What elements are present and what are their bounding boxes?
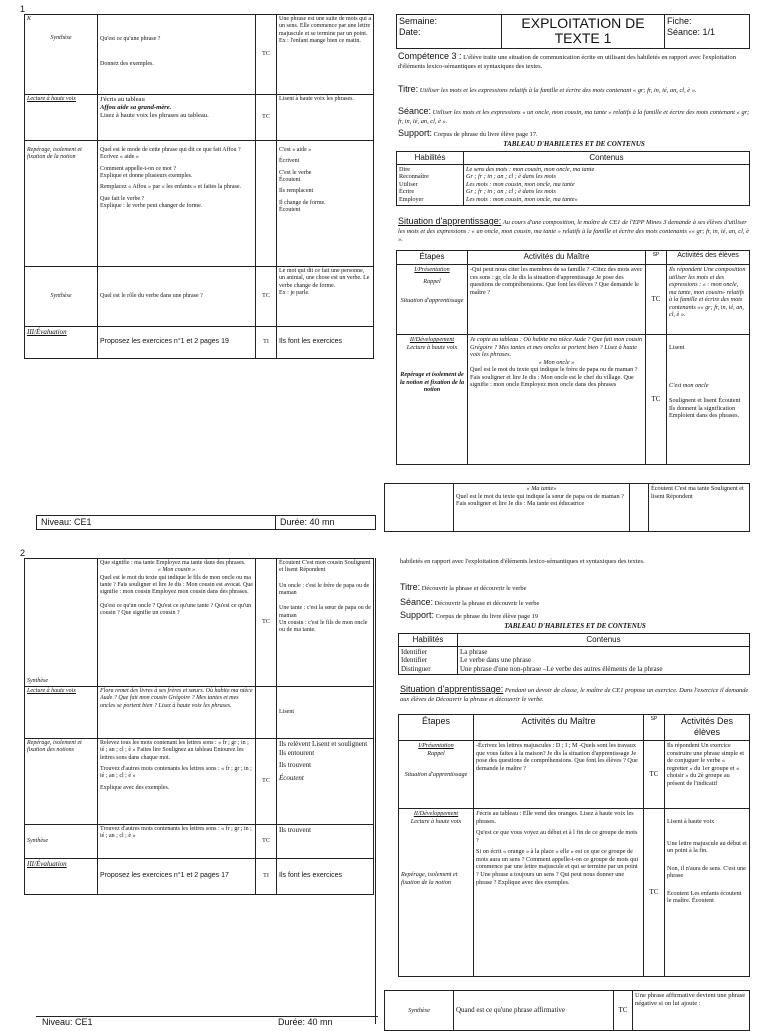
dev-a1: Lisent à haute voix bbox=[667, 818, 715, 825]
fiche-label: Fiche: bbox=[667, 16, 692, 26]
step-k: K bbox=[27, 16, 32, 22]
step-rappel: Rappel bbox=[423, 277, 441, 285]
pres-text: -Qui peut nous citer les membres de sa famille ? -Citez des mots avec ces sons : gr, cle Je dis la situation d'apprentissage Je pose des questions de compréhensions. Que font les élèves ? Que demande le maître ? bbox=[468, 265, 646, 335]
page-number: 1 bbox=[20, 4, 26, 14]
habilete-item: Identifier bbox=[401, 647, 428, 656]
step-reperage: Repérage, isolement et fixation de la notion bbox=[401, 871, 458, 886]
eval-answer: Ils font les exercices bbox=[277, 327, 374, 359]
step-reperage: Repérage, isolement et fixation de la notion bbox=[25, 141, 98, 267]
rep-a2: C'est le verbe bbox=[279, 169, 312, 176]
titre-text: Découvrir la phrase et découvrir le verbe bbox=[421, 585, 527, 592]
situation-label: Situation d'apprentissage: bbox=[400, 684, 504, 694]
top-text3: Qu'est ce qu'un oncle ? Qu'est ce qu'une tante ? Qu'est ce qu'un cousin ? Que signifie un cousin ? bbox=[100, 602, 252, 616]
step-cell bbox=[25, 15, 98, 95]
habilete-item: Distinguer bbox=[401, 664, 431, 673]
rep-text1: Relevez tous les mots contenant les lettres sons : « fr ; gr ; in ; ié ; an ; cl ; è » Faites lire Soulignez au tableau Entourez les lettres sons dans chaque mot. bbox=[100, 740, 249, 761]
hab-list bbox=[397, 164, 464, 205]
lecture-line1: J'écris au tableau bbox=[100, 96, 145, 103]
rep-a1b: Écrivent bbox=[279, 158, 300, 165]
duree-label: Durée: 40 mn bbox=[278, 1017, 333, 1027]
rep-ans2: Ils trouvent bbox=[279, 761, 312, 770]
habilete-item: Identifier bbox=[401, 656, 428, 665]
col-maitre: Activités du Maître bbox=[468, 251, 646, 265]
lecture-line3: Lisez à haute voix les phrases au tableau. bbox=[100, 112, 209, 120]
support-label: Support: bbox=[400, 610, 435, 620]
dev-a3: Soulignent et lisent Écoutent Ils donnent la signification Emploient dans des phrases. bbox=[669, 397, 741, 420]
rep-q2b: Explique et donne plusieurs exemples. bbox=[100, 172, 193, 179]
syn-question: Quel est le rôle du verbe dans une phrase ? bbox=[98, 267, 256, 327]
sp-tc: TC bbox=[256, 559, 277, 687]
rep-q2: Comment appelle-t-on ce mot ? bbox=[100, 165, 176, 172]
col-eleves: Activités Des élèves bbox=[665, 715, 750, 741]
pres-answer: Ils répondent Un exercice construire une phrase simple et de conjuguer le verbe « regretter » du 1er groupe et « choisir » du 2è groupe au présent de l'indicatif bbox=[665, 741, 750, 809]
col-eleves: Activités des élèves bbox=[667, 251, 750, 265]
habilete-item: Reconnaître bbox=[399, 173, 429, 181]
semaine-label: Semaine: bbox=[399, 16, 438, 26]
habilete-item: Employer bbox=[399, 196, 424, 203]
sp-tc: TC bbox=[646, 265, 667, 335]
support-block bbox=[400, 610, 750, 622]
support-text: Corpus de phrase du livre élève page 17. bbox=[433, 131, 538, 138]
footer-bar bbox=[36, 1016, 378, 1027]
hab-list bbox=[399, 646, 458, 675]
hab-header: Habilités bbox=[397, 152, 464, 165]
step-synthese: Synthèse bbox=[50, 35, 72, 42]
step-lecture: Lecture à haute voix bbox=[27, 688, 76, 694]
lesson-header bbox=[396, 14, 750, 49]
step-synthese2: Synthèse bbox=[25, 825, 98, 859]
rep-q4b: Explique : le verbe peut changer de forme. bbox=[100, 202, 203, 209]
titre-label: Titre: bbox=[400, 582, 421, 592]
titre-block bbox=[400, 582, 750, 594]
seance-label: Séance: bbox=[400, 597, 434, 607]
tableau-title: TABLEAU D'HABILETES ET DE CONTENUS bbox=[503, 140, 645, 148]
footer-bar bbox=[36, 515, 376, 530]
seance-label: Séance: bbox=[398, 106, 432, 116]
col-etapes: Étapes bbox=[397, 251, 468, 265]
divider bbox=[375, 558, 376, 1024]
step-presentation: I/Présentation bbox=[414, 266, 450, 273]
titre-text: Utiliser les mots et les expressions relatifs à la famille et écrire des mots contenant « gr; fr, in, ié, an, cl, è ». bbox=[419, 87, 697, 94]
sp-tc: TC bbox=[256, 267, 277, 327]
step-evaluation: III/Évaluation bbox=[27, 328, 67, 336]
sp-ti: TI bbox=[256, 327, 277, 359]
sp-tc: TC bbox=[644, 741, 665, 809]
lecture-line2: Affou aide sa grand-mère. bbox=[100, 104, 172, 112]
col-etapes: Étapes bbox=[399, 715, 474, 741]
step-lecture: Lecture à haute voix bbox=[27, 96, 76, 102]
habiletes-table bbox=[396, 151, 750, 206]
competence-text: habiletés en rapport avec l'exploitation d'éléments lexico-sémantiques et syntaxiques des textes. bbox=[400, 558, 645, 565]
answer-definition: Une phrase est une suite de mots qui a un sens. Elle commence par une lettre majuscule et se termine par un point. bbox=[279, 16, 371, 37]
rep-text2: Trouvez d'autres mots contenants les lettres sons : « fr ; gr ; in ; ié ; an ; cl ; è » bbox=[100, 765, 252, 780]
rep-ans1: Ils relèvent Lisent et soulignent Ils entourent bbox=[279, 740, 368, 757]
lesson-table-left bbox=[24, 14, 374, 359]
syn-answer: Une phrase affirmative devient une phrase négative si on lui ajoute : bbox=[633, 991, 750, 1031]
dev-text1: Je copie au tableau : Où habite ma nièce Aude ? Que fait mon cousin Grégoire ? Mes tantes et mes oncles se portent bien ? Lisez à haute voix les phrases. bbox=[470, 336, 643, 359]
step-presentation: I/Présentation bbox=[418, 742, 454, 749]
pres-text: -Écrivez les lettres majuscules : D ; I ; M -Quels sont les travaux que vous faites à la maison? Je dis la situation d'apprentissage Je pose des questions de compréhensions. Que font les élèves ? Que demande le maître ? bbox=[474, 741, 644, 809]
eval-question: Proposez les exercices n°1 et 2 pages 19 bbox=[98, 327, 256, 359]
tante-title: « Ma tante» bbox=[526, 485, 557, 492]
sp-ti: TI bbox=[256, 859, 277, 895]
top-ans4: Un cousin : c'est le fils de mon oncle ou de ma tante. bbox=[279, 619, 368, 634]
syn-answer: Le mot qui dit ce fait une personne, un animal, une chose est un verbe. Le verbe change de forme. bbox=[279, 268, 370, 289]
situation-block bbox=[398, 216, 750, 244]
tableau-title: TABLEAU D'HABILETES ET DE CONTENUS bbox=[504, 622, 646, 630]
step-synthese2: Synthèse bbox=[25, 267, 98, 327]
sp-tc: TC bbox=[256, 739, 277, 825]
rep-a1: C'est « aide » bbox=[279, 147, 312, 153]
habilete-item: Utiliser bbox=[399, 180, 418, 188]
sp-tc: TC bbox=[646, 335, 667, 465]
cont-header: Contenus bbox=[464, 152, 750, 165]
rep-q1: Quel est le mode de cette phrase qui dit ce que fait Affou ? bbox=[100, 147, 241, 153]
step-reperage: Repérage, isolement et fixation des notions bbox=[25, 739, 98, 825]
situation-block bbox=[400, 684, 750, 704]
activities-table bbox=[396, 250, 750, 465]
cousin-title: « Mon cousin » bbox=[157, 567, 196, 574]
habiletes-table bbox=[398, 633, 750, 675]
situation-text: Au cours d'une composition, le maître de CE1 de l'EPP Mines 3 demande à ses élèves d'utiliser les mots et des expressions : « un oncle, mon cousin, ma tante » relatifs à la famille et écrire des mots contenants «« gr; fr, in, ié, an, cl, è ». bbox=[398, 219, 749, 244]
syn-example: Ex : je parle. bbox=[279, 289, 310, 296]
duree-label: Durée: 40 mn bbox=[276, 516, 376, 530]
competence-label: Compétence 3 : bbox=[398, 51, 462, 61]
top-text2: Quel est le mot du texte qui indique le fils de mon oncle ou ma tante ? Fais souligner et lire Je dis : Mon cousin est avocat. Que signifie : mon cousin Employez mon cousin dans des phrases. bbox=[100, 574, 253, 596]
step-developpement: II/Développement bbox=[413, 810, 459, 817]
col-sp: SP bbox=[646, 251, 667, 265]
dev-a2: Une lettre majuscule au début et un point à la fin. bbox=[667, 839, 747, 855]
activities-table bbox=[398, 714, 750, 977]
niveau-label: Niveau: CE1 bbox=[42, 1017, 93, 1027]
competence-block bbox=[398, 51, 750, 71]
col-sp: SP bbox=[644, 715, 665, 741]
contenu-item: Le verbe dans une phrase bbox=[460, 656, 532, 665]
rep-q1b: Ecrivez « aide » bbox=[100, 154, 139, 161]
step-lecture: Lecture à haute voix bbox=[406, 343, 458, 351]
eval-question: Proposez les exercices n°1 et 2 pages 17 bbox=[98, 859, 256, 895]
sp-tc: TC bbox=[256, 95, 277, 141]
situation-text: Pendant un devoir de classe, le maître de CE1 propose un exercice. Dans l'exercice il demande aux élèves de Découvrir la phrase et découvrir le verbe. bbox=[400, 687, 749, 703]
habilete-item: Dire bbox=[399, 165, 410, 173]
step-developpement: II/Développement bbox=[409, 336, 455, 343]
dev-a1: Lisent bbox=[669, 344, 685, 351]
cont-header: Contenus bbox=[458, 634, 750, 647]
rep-q4: Que fait le verbe ? bbox=[100, 195, 145, 202]
situation-label: Situation d'apprentissage: bbox=[398, 216, 502, 226]
seance-block bbox=[398, 106, 750, 126]
pupil-cell bbox=[277, 15, 374, 95]
dev-a3: Non, il n'aura de sens. C'est une phrase bbox=[667, 864, 746, 880]
top-ans1: Écoutent C'est mon cousin Soulignent et lisent Répondent bbox=[279, 560, 371, 574]
dev-oncle-title: « Mon oncle » bbox=[538, 358, 575, 366]
seance-text: Découvrir la phrase et découvrir le verbe bbox=[434, 600, 540, 607]
answer-example: Ex : l'enfant mange bien ce matin. bbox=[279, 37, 361, 44]
contenu-item: Une phrase d'une non-phrase –Le verbe des autres éléments de la phrase bbox=[460, 664, 663, 673]
niveau-label: Niveau: CE1 bbox=[37, 516, 276, 530]
syn-answer: Ils trouvent bbox=[277, 825, 374, 859]
question-examples: Donnez des exemples. bbox=[100, 61, 154, 68]
rep-a2b: Écoutent bbox=[279, 176, 301, 183]
support-block bbox=[398, 128, 750, 140]
lecture-answer: Lisent bbox=[277, 687, 374, 739]
dev-text3: Si on écrit « orange » à la place « elle » est ce que ce groupe de mots aura un sens ? Comment appelle-t-on ce groupe de mots qui commence par une lettre majuscule et qui se termine par un point ? Une phrase a toujours un sens ? Qui peut nous donner une phrase ? Explique avec des exemples. bbox=[476, 848, 639, 886]
syn-text: Quand est ce qu'une phrase affirmative bbox=[454, 991, 614, 1031]
habilete-item: Écrire bbox=[399, 188, 415, 196]
rep-text3: Explique avec des exemples. bbox=[100, 784, 170, 791]
lesson-title: EXPLOITATION DE TEXTE 1 bbox=[502, 15, 665, 49]
eval-answer: Ils font les exercices bbox=[277, 859, 374, 895]
synthese-table bbox=[384, 990, 750, 1031]
top-ans2: Un oncle : c'est le frère de papa ou de maman bbox=[279, 582, 370, 596]
top-ans3: Une tante : c'est la sœur de papa ou de maman bbox=[279, 605, 371, 619]
cont-list bbox=[464, 164, 750, 205]
seance-block bbox=[400, 597, 750, 609]
sp-tc: TC bbox=[256, 15, 277, 95]
titre-label: Titre: bbox=[398, 84, 419, 94]
rep-a3: Ils remplacent bbox=[279, 188, 314, 195]
sp-tc: TC bbox=[614, 991, 633, 1031]
dev-text2: Qu'est ce que vous voyez au début et à l fin de ce groupe de mots ? bbox=[476, 829, 638, 844]
step-rappel: Rappel bbox=[427, 749, 445, 757]
support-label: Support: bbox=[398, 128, 433, 138]
continuation-table bbox=[384, 483, 750, 532]
date-label: Date: bbox=[399, 26, 421, 37]
tante-answer: Écoutent C'est ma tante Soulignent et lisent Répondent bbox=[649, 484, 750, 532]
tante-text: Quel est le mot du texte qui indique la sœur de papa ou de maman ? Fais souligner et lire Je dis : Ma tante est éducatrice bbox=[456, 492, 624, 508]
step-situation: Situation d'apprentissage bbox=[400, 297, 464, 305]
pres-answer: Ils répondent Une composition utiliser les mots et des expressions : « : mon oncle, ma tante, mon cousin» relatifs à la famille et écrire des mots contenants «« gr; fr, in, ié, an, cl, è ». bbox=[667, 265, 750, 335]
sp-tc: TC bbox=[256, 825, 277, 859]
cont-list bbox=[458, 646, 750, 675]
step-lecture: Lecture à haute voix bbox=[410, 817, 462, 825]
lecture-answer: Lisent à haute voix les phrases. bbox=[277, 95, 374, 141]
rep-q3: Remplacez « Affou » par « les enfants » et faites la phrase. bbox=[100, 184, 242, 191]
lesson-table-left-2 bbox=[24, 558, 374, 895]
seance-number: Séance: 1/1 bbox=[667, 26, 716, 37]
titre-block bbox=[398, 84, 750, 96]
dev-text1: J'écris au tableau : Elle vend des oranges. Lisez à haute voix les phrases. bbox=[476, 810, 634, 825]
contenu-item: La phrase bbox=[460, 647, 488, 656]
contenu-item: Gr ; fr ; in ; an ; cl ; è dans les mots bbox=[466, 173, 556, 181]
seance-text: Utiliser les mots et les expressions « un oncle, mon cousin, ma tante » relatifs à la famille et écrire des mots contenant « gr; fr, in, ié, an, cl, è ». bbox=[398, 109, 750, 125]
teacher-cell bbox=[98, 15, 256, 95]
rep-a4: Il change de forme. bbox=[279, 199, 326, 206]
col-maitre: Activités du Maître bbox=[474, 715, 644, 741]
step-evaluation: III/Évaluation bbox=[27, 860, 67, 868]
step-synthese: Synthèse bbox=[25, 559, 98, 687]
hab-header: Habilités bbox=[399, 634, 458, 647]
page-number: 2 bbox=[20, 548, 26, 558]
dev-text2: Quel est le mot du texte qui indique le frère de papa ou de maman ? Fais souligner et lire Je dis : Mon oncle est le chef du village. Que signifie : mon oncle Employez mon oncle dans des phrases bbox=[470, 366, 638, 389]
step-reperage: Repérage et isolement de la notion et fixation de la notion bbox=[399, 371, 465, 394]
step-situation: Situation d'apprentissage bbox=[404, 771, 468, 779]
contenu-item: Le sens des mots : mon cousin, mon oncle, ma tante bbox=[466, 165, 595, 173]
contenu-item: Les mots : mon cousin, mon oncle, ma tante» bbox=[466, 196, 578, 203]
rep-ans3: Écoutent bbox=[279, 773, 304, 782]
competence-text: L'élève traite une situation de communication écrite en utilisant des habiletés en rapport avec l'exploitation d'éléments lexico-sémantiques et syntaxiques des textes. bbox=[398, 54, 736, 70]
contenu-item: Gr ; fr ; in ; an ; cl ; è dans les mots bbox=[466, 188, 556, 196]
lecture-text: Flora remet des livres à ses frères et sœurs. Où habite ma nièce Aude ? Que fait mon cousin Grégoire ? Mes tantes et mes oncles se portent bien ? Lisez à haute voix les phrases. bbox=[98, 687, 256, 739]
dev-a4: Écoutent Les enfants écoutent le maître. Écoutent bbox=[667, 889, 742, 905]
support-text: Corpus de phrase du livre élève page 19 bbox=[435, 613, 539, 620]
sp-tc: TC bbox=[644, 809, 665, 977]
syn-text: Trouvez d'autres mots contenants les lettres sons : « fr ; gr ; in ; ié ; an ; cl ; è » bbox=[98, 825, 256, 859]
question-phrase: Qu'est ce qu'une phrase ? bbox=[100, 36, 161, 42]
dev-a2: C'est mon oncle bbox=[669, 381, 709, 389]
step-synthese: Synthèse bbox=[385, 991, 454, 1031]
contenu-item: Les mots : mon cousin, mon oncle, ma tante bbox=[466, 180, 575, 188]
rep-a4b: Écoutent bbox=[279, 206, 301, 213]
top-text1: Que signifie : ma tante Employez ma tante dans des phrases. bbox=[100, 560, 246, 566]
